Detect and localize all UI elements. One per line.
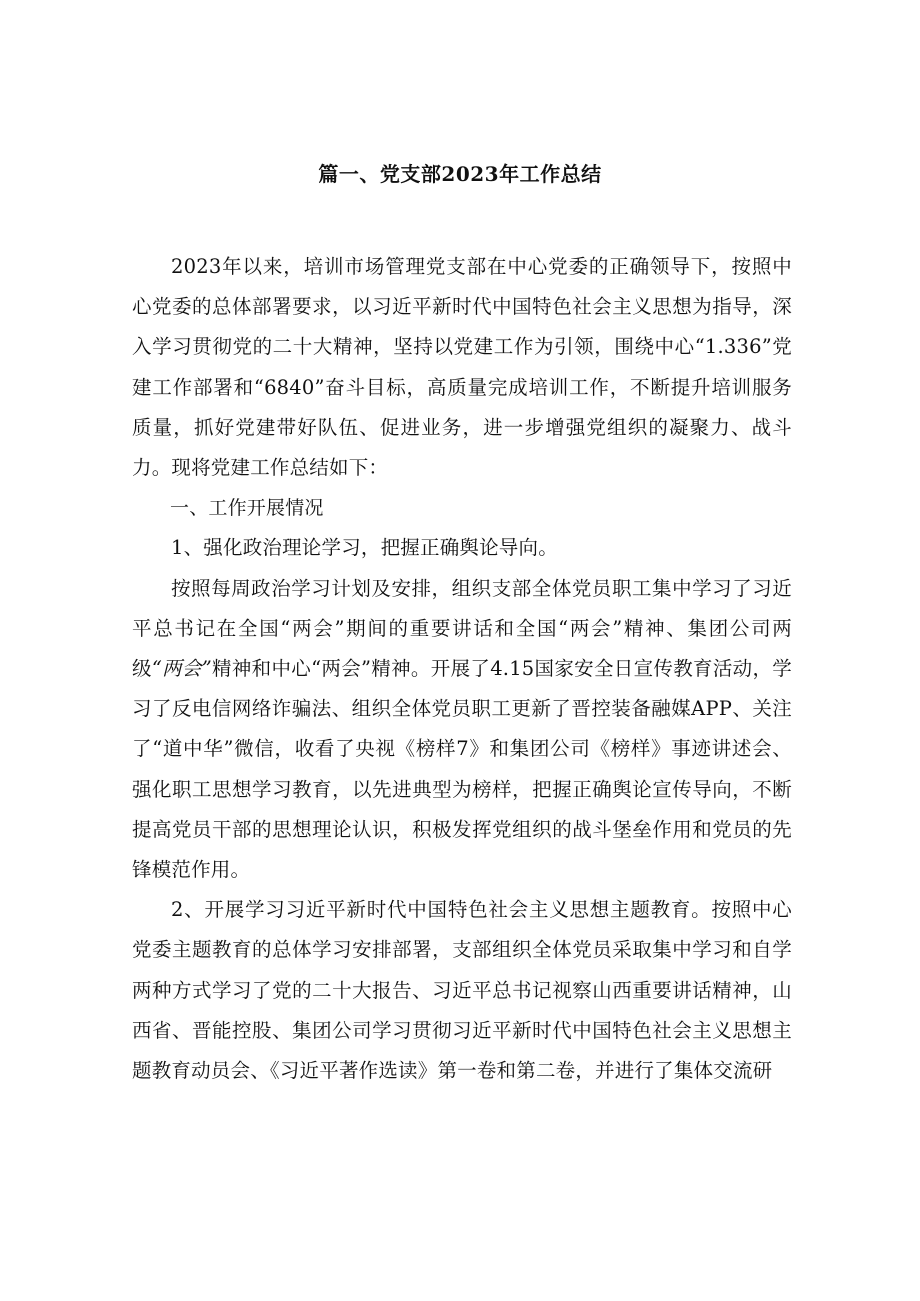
- item1-text-a: 按照每周政治学习计划及安排，组织支部全体党员职工集中学习了习近平总书记在全国“两会”期间的重要讲话和全国“两会”精神、集团公司两级: [132, 576, 792, 681]
- document-body: [132, 247, 792, 1091]
- item1-italic-text: “两会”: [151, 657, 212, 681]
- section-heading: 一、工作开展情况: [170, 497, 324, 520]
- item1-text-b: 精神和中心“两会”精神。开展了4.15国家安全日宣传教育活动，学习了反电信网络诈骗法、组织全体党员职工更新了晋控装备融媒APP、关注了“道中华”微信，收看了央视《榜样7》和集团公司《榜样》事迹讲述会、强化职工思想学习教育，以先进典型为榜样，把握正确舆论宣传导向，不断提高党员干部的思想理论认识，积极发挥党组织的战斗堡垒作用和党员的先锋模范作用。: [132, 657, 793, 882]
- item1-paragraph: [132, 569, 792, 891]
- item1-heading: 1、强化政治理论学习，把握正确舆论导向。: [171, 536, 558, 560]
- intro-paragraph: 2023年以来，培训市场管理党支部在中心党委的正确领导下，按照中心党委的总体部署要求，以习近平新时代中国特色社会主义思想为指导，深入学习贯彻党的二十大精神，坚持以党建工作为引领，围绕中心“1.336”党建工作部署和“6840”奋斗目标，高质量完成培训工作，不断提升培训服务质量，抓好党建带好队伍、促进业务，进一步增强党组织的凝聚力、战斗力。现将党建工作总结如下：: [132, 255, 792, 480]
- document-title: 篇一、党支部2023年工作总结: [318, 162, 602, 186]
- item2-paragraph: 2、开展学习习近平新时代中国特色社会主义思想主题教育。按照中心党委主题教育的总体学习安排部署，支部组织全体党员采取集中学习和自学两种方式学习了党的二十大报告、习近平总书记视察山西重要讲话精神，山西省、晋能控股、集团公司学习贯彻习近平新时代中国特色社会主义思想主题教育动员会、《习近平著作选读》第一卷和第二卷，并进行了集体交流研: [132, 898, 792, 1083]
